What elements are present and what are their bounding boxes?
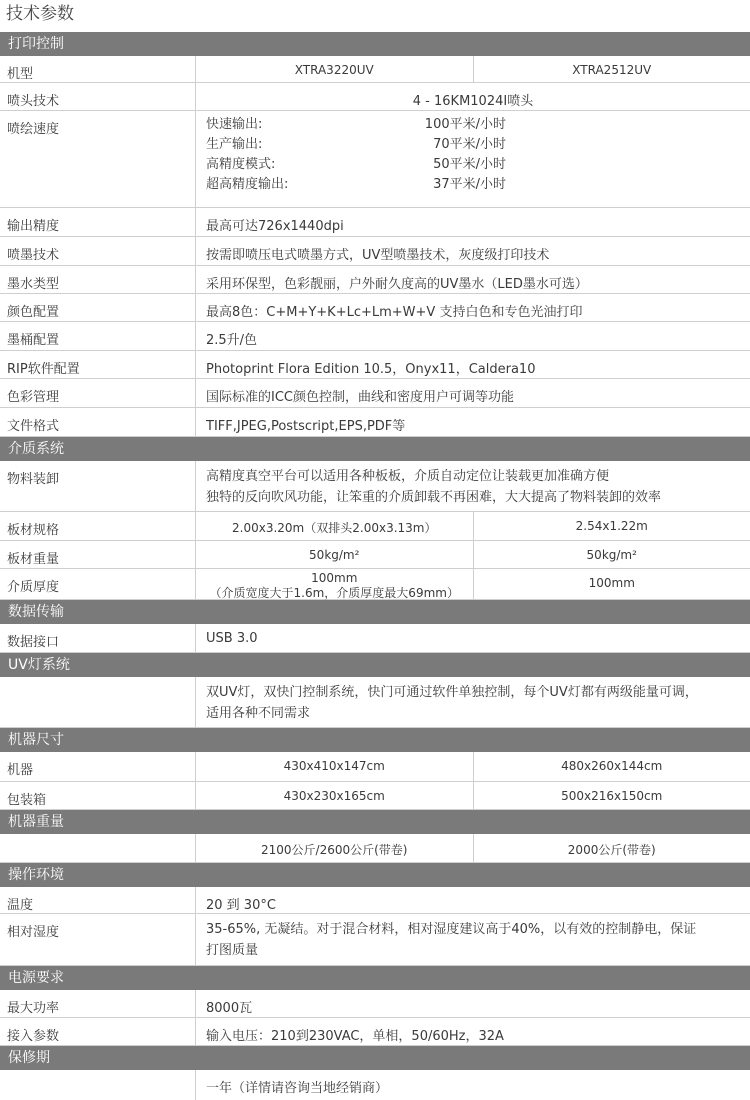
section-header-data: 数据传输: [0, 600, 750, 624]
value-humidity: [196, 914, 750, 965]
page-title: 技术参数: [0, 0, 750, 32]
value-ink-tech: 按需即喷压电式喷墨方式，UV型喷墨技术，灰度级打印技术: [196, 237, 750, 265]
value-tank: 2.5升/色: [196, 322, 750, 350]
value-max-power: 8000瓦: [196, 990, 750, 1017]
box-size-values: [196, 782, 750, 809]
row-board-size: [0, 512, 750, 541]
row-max-power: [0, 990, 750, 1018]
speed-name: 快速输出:: [206, 115, 401, 135]
label-file-format: 文件格式: [0, 408, 196, 436]
section-header-uv: UV灯系统: [0, 653, 750, 677]
loading-line-2: 独特的反向吹风功能，让笨重的介质卸载不再困难，大大提高了物料装卸的效率: [206, 487, 750, 508]
label-color-management: 色彩管理: [0, 379, 196, 407]
thickness-a-value: 100mm: [196, 571, 473, 586]
value-loading: [196, 461, 750, 511]
row-speed: [0, 111, 750, 208]
label-ink-type: 墨水类型: [0, 266, 196, 293]
row-color: [0, 294, 750, 322]
label-loading: 物料装卸: [0, 461, 196, 511]
label-interface: 数据接口: [0, 624, 196, 652]
loading-line-1: 高精度真空平台可以适用各种板板，介质自动定位让装载更加准确方便: [206, 466, 750, 487]
value-uv: [196, 677, 750, 727]
speed-row: [206, 175, 506, 195]
label-color: 颜色配置: [0, 294, 196, 321]
row-rip: [0, 351, 750, 379]
label-resolution: 输出精度: [0, 208, 196, 236]
model-a: XTRA3220UV: [196, 56, 474, 82]
machine-weight-values: [196, 834, 750, 862]
uv-line-2: 适用各种不同需求: [206, 703, 750, 724]
label-board-weight: 板材重量: [0, 541, 196, 568]
row-input: [0, 1018, 750, 1046]
value-speed: [196, 111, 750, 207]
value-ink-type: 采用环保型，色彩靓丽，户外耐久度高的UV墨水（LED墨水可选）: [196, 266, 750, 293]
section-header-media: 介质系统: [0, 437, 750, 461]
thickness-b: 100mm: [474, 569, 750, 599]
value-resolution: 最高可达726x1440dpi: [196, 208, 750, 236]
speed-row: [206, 135, 506, 155]
label-input: 接入参数: [0, 1018, 196, 1045]
row-file-format: [0, 408, 750, 437]
value-input: 输入电压：210到230VAC，单相，50/60Hz，32A: [196, 1018, 750, 1045]
machine-size-values: [196, 752, 750, 781]
value-interface: USB 3.0: [196, 624, 750, 652]
machine-size-b: 480x260x144cm: [474, 752, 750, 781]
label-box-size: 包装箱: [0, 782, 196, 809]
label-max-power: 最大功率: [0, 990, 196, 1017]
thickness-a-note: （介质宽度大于1.6m，介质厚度最大69mm）: [196, 586, 473, 601]
value-file-format: TIFF,JPEG,Postscript,EPS,PDF等: [196, 408, 750, 436]
label-humidity: 相对湿度: [0, 914, 196, 965]
label-uv: [0, 677, 196, 727]
label-rip: RIP软件配置: [0, 351, 196, 378]
box-size-a: 430x230x165cm: [196, 782, 474, 809]
label-tank: 墨桶配置: [0, 322, 196, 350]
row-tank: [0, 322, 750, 351]
speed-row: [206, 115, 506, 135]
value-rip: Photoprint Flora Edition 10.5，Onyx11，Caldera10: [196, 351, 750, 378]
value-temperature: 20 到 30°C: [196, 887, 750, 913]
row-temperature: [0, 887, 750, 914]
label-head: 喷头技术: [0, 83, 196, 110]
row-uv: [0, 677, 750, 728]
label-model: 机型: [0, 56, 196, 82]
speed-name: 生产输出:: [206, 135, 401, 155]
board-size-b: 2.54x1.22m: [474, 512, 750, 540]
speed-value: 100平米/小时: [401, 115, 506, 135]
label-thickness: 介质厚度: [0, 569, 196, 599]
board-size-values: [196, 512, 750, 540]
label-temperature: 温度: [0, 887, 196, 913]
row-model: [0, 56, 750, 83]
speed-value: 37平米/小时: [401, 175, 506, 195]
section-header-print: 打印控制: [0, 32, 750, 56]
section-header-size: 机器尺寸: [0, 728, 750, 752]
section-header-warranty: 保修期: [0, 1046, 750, 1070]
row-board-weight: [0, 541, 750, 569]
humidity-line-2: 打图质量: [206, 940, 750, 961]
value-warranty: 一年（详情请咨询当地经销商）: [196, 1070, 750, 1100]
row-humidity: [0, 914, 750, 966]
thickness-values: [196, 569, 750, 599]
row-interface: [0, 624, 750, 653]
section-header-power: 电源要求: [0, 966, 750, 990]
row-resolution: [0, 208, 750, 237]
speed-name: 高精度模式:: [206, 155, 401, 175]
label-speed: 喷绘速度: [0, 111, 196, 207]
machine-size-a: 430x410x147cm: [196, 752, 474, 781]
row-head: [0, 83, 750, 111]
label-machine-size: 机器: [0, 752, 196, 781]
value-color-management: 国际标准的ICC颜色控制，曲线和密度用户可调等功能: [196, 379, 750, 407]
uv-line-1: 双UV灯，双快门控制系统，快门可通过软件单独控制，每个UV灯都有两级能量可调，: [206, 682, 750, 703]
value-head: 4 - 16KM1024I喷头: [196, 83, 750, 110]
model-values: [196, 56, 750, 82]
speed-value: 70平米/小时: [401, 135, 506, 155]
thickness-a: [196, 569, 474, 599]
speed-name: 超高精度输出:: [206, 175, 401, 195]
speed-row: [206, 155, 506, 175]
section-header-weight: 机器重量: [0, 810, 750, 834]
box-size-b: 500x216x150cm: [474, 782, 750, 809]
label-ink-tech: 喷墨技术: [0, 237, 196, 265]
speed-value: 50平米/小时: [401, 155, 506, 175]
row-thickness: [0, 569, 750, 600]
row-machine-weight: [0, 834, 750, 863]
board-size-a: 2.00x3.20m（双排头2.00x3.13m）: [196, 512, 474, 540]
row-ink-type: [0, 266, 750, 294]
label-machine-weight: [0, 834, 196, 862]
section-header-env: 操作环境: [0, 863, 750, 887]
row-ink-tech: [0, 237, 750, 266]
row-loading: [0, 461, 750, 512]
row-box-size: [0, 782, 750, 810]
machine-weight-a: 2100公斤/2600公斤(带卷): [196, 834, 474, 862]
label-board-size: 板材规格: [0, 512, 196, 540]
model-b: XTRA2512UV: [474, 56, 750, 82]
humidity-line-1: 35-65%, 无凝结。对于混合材料，相对湿度建议高于40%，以有效的控制静电，保证: [206, 919, 750, 940]
board-weight-b: 50kg/m²: [474, 541, 750, 568]
board-weight-values: [196, 541, 750, 568]
value-color: 最高8色：C+M+Y+K+Lc+Lm+W+V 支持白色和专色光油打印: [196, 294, 750, 321]
row-color-management: [0, 379, 750, 408]
board-weight-a: 50kg/m²: [196, 541, 474, 568]
machine-weight-b: 2000公斤(带卷): [474, 834, 750, 862]
row-machine-size: [0, 752, 750, 782]
